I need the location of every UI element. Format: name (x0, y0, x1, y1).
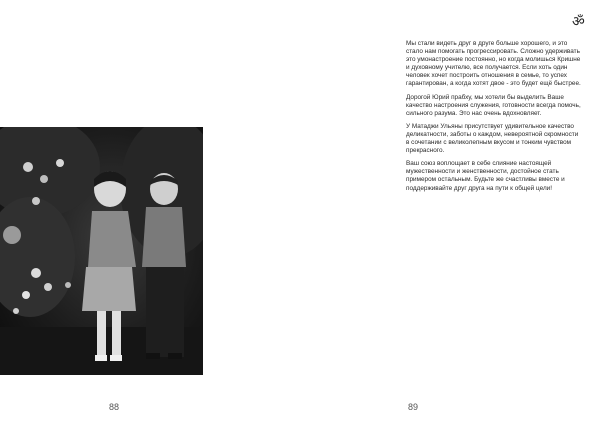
om-symbol-icon: ॐ (572, 14, 585, 30)
body-text (406, 40, 582, 198)
paragraph-2: Дорогой Юрий прабху, мы хотели бы выделить Ваше качество настроения служения, готовности всегда помочь, сильного разума. Это нас очень вдохновляет. (406, 93, 581, 117)
photo-icon (0, 127, 203, 375)
page-number-right: 89 (408, 402, 419, 412)
page-number-left: 88 (109, 402, 120, 412)
paragraph-3: У Матаджи Ульяны присутствует удивительное качество деликатности, заботы о каждом, невероятной скромности в сочетании с великолепным вкусом и тонким чувством прекрасного. (406, 122, 579, 155)
children-photo (0, 127, 203, 375)
paragraph-4: Ваш союз воплощает в себе слияние настоящей мужественности и женственности, достойное стать примером остальным. Будьте же счастливы вместе и поддерживайте друг друга на пути к общей цели! (406, 160, 565, 192)
paragraph-1: Мы стали видеть друг в друге больше хорошего, и это стало нам помогать прогрессировать. Сложно удерживать это умонастроение постоянно, но когда молишься Кришне и духовному учителю, все получается. Если хоть один человек хочет построить отношения в семье, то успех гарантирован, а когда хотят двое - это будет ещё быстрее. (406, 40, 581, 88)
right-page (300, 0, 600, 425)
